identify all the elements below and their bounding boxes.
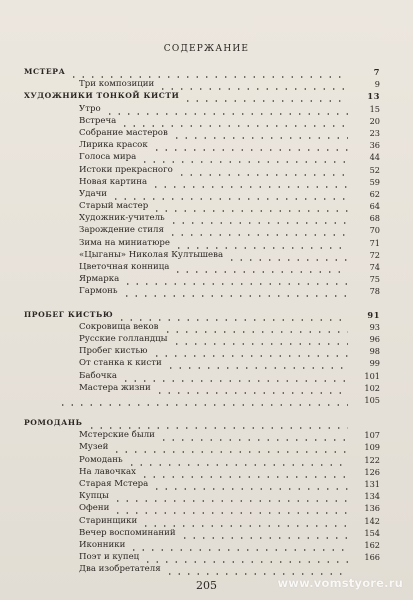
table-of-contents <box>24 66 380 576</box>
toc-page-number: 13 <box>367 91 380 102</box>
leader-dots <box>123 273 348 285</box>
leader-dots <box>113 502 348 514</box>
toc-page-number: 52 <box>369 164 380 175</box>
toc-entry-title: Сокровища веков <box>79 321 159 332</box>
toc-entry-title: Старый мастер <box>79 201 149 212</box>
toc-entry <box>24 139 380 151</box>
toc-entry <box>24 237 380 249</box>
toc-entry <box>24 261 380 273</box>
toc-entry-title: Мастера жизни <box>79 382 151 393</box>
toc-entry-title: Новая картина <box>79 176 148 187</box>
toc-entry <box>24 200 380 212</box>
leader-dots <box>155 382 348 394</box>
toc-entry <box>24 502 380 514</box>
toc-page-number: 91 <box>367 309 380 320</box>
toc-page-number: 131 <box>364 479 380 489</box>
toc-page-number: 20 <box>369 115 380 126</box>
toc-page-number: 101 <box>364 370 380 381</box>
leader-dots <box>69 66 348 78</box>
leader-dots <box>173 261 348 273</box>
toc-entry-title: Купцы <box>79 491 109 502</box>
toc-entry-title: Старая Мстера <box>79 479 149 489</box>
toc-entry-title: Голоса мира <box>79 152 137 163</box>
toc-entry-title: «Цыганы» Николая Култышева <box>79 249 224 260</box>
toc-page-number: 98 <box>369 346 380 357</box>
toc-page-number: 36 <box>369 140 380 151</box>
toc-page-number: 109 <box>364 442 380 453</box>
toc-entry <box>24 394 380 406</box>
toc-entry-title: На лавочках <box>79 466 136 477</box>
toc-entry <box>24 466 380 478</box>
section-spacer <box>24 406 364 417</box>
leader-dots <box>151 176 348 188</box>
toc-entry-title: Цветочная конница <box>79 262 170 272</box>
toc-entry <box>24 188 380 200</box>
toc-entry-title: Бабочка <box>79 370 117 381</box>
toc-entry <box>24 249 380 261</box>
leader-dots <box>172 127 348 139</box>
toc-page-number: 93 <box>369 321 380 332</box>
toc-entry-title: Художник-учитель <box>79 213 165 224</box>
toc-entry <box>24 441 380 453</box>
toc-entry <box>24 357 380 369</box>
leader-dots <box>87 417 348 429</box>
toc-entry-title: Собрание мастеров <box>79 127 168 138</box>
toc-page-number: 71 <box>369 237 380 248</box>
toc-entry <box>24 454 380 466</box>
leader-dots <box>140 151 348 163</box>
toc-entry <box>24 429 380 441</box>
section-spacer <box>24 298 364 309</box>
leader-dots <box>129 539 348 551</box>
leader-dots <box>127 454 348 466</box>
toc-entry-title: Офени <box>79 503 110 514</box>
leader-dots <box>113 490 348 502</box>
leader-dots <box>168 224 348 236</box>
leader-dots <box>180 527 348 539</box>
toc-page-number: 105 <box>364 394 380 405</box>
leader-dots <box>166 357 348 369</box>
toc-section-entry <box>24 417 364 429</box>
toc-page-number: 62 <box>369 188 380 199</box>
toc-entry-title: Зарождение стиля <box>79 225 164 236</box>
toc-page-number: 154 <box>364 527 380 538</box>
toc-entry <box>24 224 380 236</box>
toc-page-number: 9 <box>374 79 380 90</box>
toc-entry-title: Встреча <box>79 115 117 126</box>
toc-entry-title: Два изобретателя <box>79 564 161 575</box>
toc-entry <box>24 563 364 575</box>
toc-entry <box>24 127 380 139</box>
toc-entry-title: ПРОБЕГ КИСТЬЮ <box>24 309 114 319</box>
leader-dots <box>112 441 348 453</box>
toc-entry-title: Музей <box>79 442 109 453</box>
toc-entry <box>24 382 380 394</box>
toc-page-number: 78 <box>369 286 380 297</box>
toc-page-number: 162 <box>364 539 380 550</box>
leader-dots <box>111 188 348 200</box>
toc-entry <box>24 345 380 357</box>
toc-entry-title: Лирика красок <box>79 140 148 151</box>
leader-dots <box>165 563 348 575</box>
leader-dots <box>227 249 348 261</box>
toc-entry <box>24 370 380 382</box>
toc-entry-title: Ромодань <box>79 454 123 465</box>
toc-entry <box>24 527 380 539</box>
toc-entry-title: РОМОДАНЬ <box>24 418 83 428</box>
toc-page-number: 7 <box>373 67 380 77</box>
toc-entry <box>24 515 380 527</box>
toc-entry-title: Ярмарка <box>79 274 120 285</box>
leader-dots <box>163 321 348 333</box>
toc-entry <box>24 78 380 90</box>
toc-page-number: 99 <box>369 358 380 369</box>
toc-page-number: 44 <box>369 152 380 163</box>
leader-dots <box>174 237 348 249</box>
leader-dots <box>159 429 348 441</box>
leader-dots <box>141 515 348 527</box>
toc-entry-title: Мстерские были <box>79 430 155 441</box>
watermark: www.vomstyore.ru <box>277 576 403 590</box>
toc-page-number: 72 <box>369 249 380 260</box>
toc-page-number: 126 <box>364 466 380 477</box>
toc-entry <box>24 151 380 163</box>
toc-page-number: 96 <box>369 333 380 344</box>
toc-entry-title: Старинщики <box>79 515 138 526</box>
toc-page-number: 166 <box>364 552 380 563</box>
toc-entry-title: От станка к кисти <box>79 358 162 369</box>
toc-entry <box>24 333 380 345</box>
toc-page-number: 74 <box>369 262 380 272</box>
toc-section-entry <box>24 309 380 321</box>
toc-page-number: 75 <box>369 274 380 285</box>
toc-entry <box>24 273 380 285</box>
toc-entry <box>24 212 380 224</box>
toc-entry-title: ХУДОЖНИКИ ТОНКОЙ КИСТИ <box>24 91 180 101</box>
leader-dots <box>169 212 348 224</box>
toc-entry-title: Удачи <box>79 188 108 199</box>
toc-page-number: 68 <box>369 213 380 224</box>
leader-dots <box>172 333 348 345</box>
leader-dots <box>152 200 348 212</box>
page-title: СОДЕРЖАНИЕ <box>163 44 250 54</box>
toc-entry <box>24 164 380 176</box>
toc-entry <box>24 490 380 502</box>
toc-page-number: 23 <box>369 127 380 138</box>
toc-entry <box>24 285 380 297</box>
leader-dots <box>121 370 348 382</box>
toc-entry <box>24 478 380 490</box>
toc-entry-title: Иконники <box>79 539 126 550</box>
toc-entry-title: Вечер воспоминаний <box>79 527 176 538</box>
toc-page-number: 70 <box>369 225 380 236</box>
toc-page-number: 134 <box>364 491 380 502</box>
toc-entry <box>24 539 380 551</box>
toc-entry-title: Зима на миниатюре <box>79 237 171 248</box>
leader-dots <box>183 90 348 102</box>
toc-entry-title: МСТЕРА <box>24 67 66 76</box>
toc-entry-title: Поэт и купец <box>79 552 140 563</box>
toc-page-number: 136 <box>364 503 380 514</box>
toc-entry-title: Пробег кистью <box>79 346 148 357</box>
toc-entry-title: Истоки прекрасного <box>79 164 173 175</box>
leader-dots <box>152 139 348 151</box>
toc-page-number: 102 <box>364 382 380 393</box>
leader-dots <box>158 78 348 90</box>
leader-dots <box>152 478 348 490</box>
toc-entry <box>24 321 380 333</box>
leader-dots <box>140 466 348 478</box>
toc-entry-title: Гармонь <box>79 286 118 297</box>
toc-page-number: 107 <box>364 430 380 441</box>
toc-entry <box>24 551 380 563</box>
toc-section-entry <box>24 66 380 78</box>
toc-page-number: 122 <box>364 454 380 465</box>
leader-dots <box>152 345 348 357</box>
leader-dots <box>105 103 348 115</box>
toc-entry <box>24 103 380 115</box>
toc-entry <box>24 115 380 127</box>
toc-entry-title: Русские голландцы <box>79 333 168 344</box>
toc-entry <box>24 176 380 188</box>
leader-dots <box>177 164 348 176</box>
toc-page-number: 64 <box>369 201 380 212</box>
leader-dots <box>117 309 348 321</box>
leader-dots <box>143 551 348 563</box>
leader-dots <box>120 115 348 127</box>
toc-section-entry <box>24 90 380 102</box>
toc-page-number: 59 <box>369 176 380 187</box>
toc-entry-title: Три композиции <box>79 79 155 90</box>
toc-page-number: 142 <box>364 515 380 526</box>
toc-entry-title: Утро <box>79 103 101 114</box>
leader-dots <box>58 394 348 406</box>
page-number-footer: 205 <box>196 579 217 592</box>
toc-page-number: 15 <box>369 103 380 114</box>
leader-dots <box>122 285 348 297</box>
